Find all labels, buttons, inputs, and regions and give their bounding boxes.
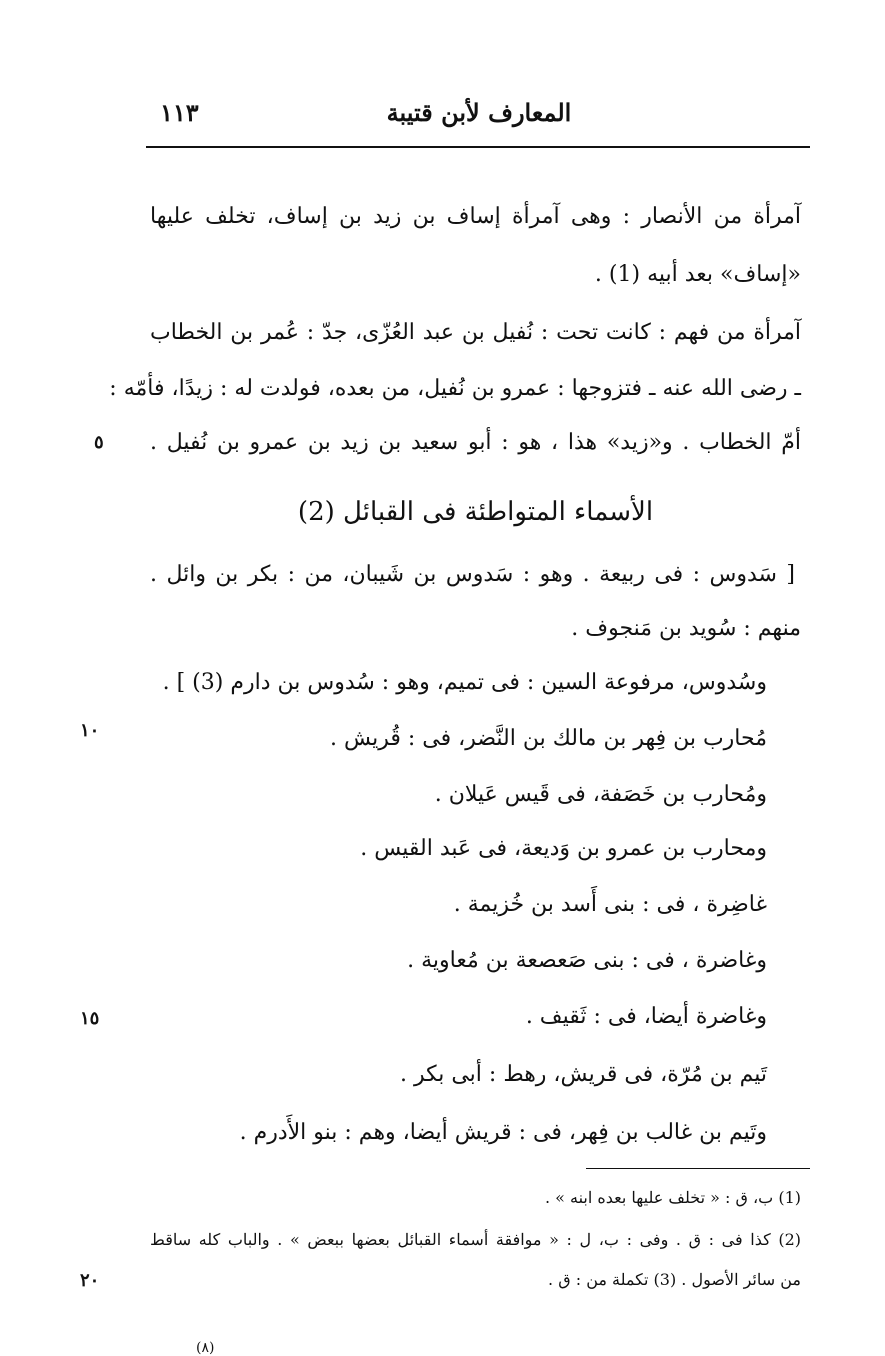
margin-line-number: ١٠ bbox=[80, 720, 100, 741]
entry-line: غاضِرة ، فى : بنى أَسد بن خُزيمة . bbox=[453, 892, 767, 917]
entry-line: منهم : سُويد بن مَنجوف . bbox=[571, 616, 801, 641]
running-header bbox=[148, 98, 810, 142]
book-title: المعارف لأبن قتيبة bbox=[386, 98, 572, 127]
entry-line: وتَيم بن غالب بن فِهر، فى : قريش أيضا، وهم : بنو الأَدرم . bbox=[239, 1120, 767, 1145]
entry-line: [ سَدوس : فى ربيعة . وهو : سَدوس بن شَيبان، من : بكر بن وائل . bbox=[150, 562, 795, 587]
footnote: (1) ب، ق : « تخلف عليها بعده ابنه » . bbox=[544, 1188, 801, 1207]
entry-line: ومحارب بن عمرو بن وَديعة، فى عَبد القيس . bbox=[360, 836, 767, 861]
header-rule bbox=[146, 146, 810, 148]
body-line: آمرأة من فهم : كانت تحت : نُفيل بن عبد العُزّى، جدّ : عُمر بن الخطاب bbox=[150, 320, 801, 345]
entry-line: ومُحارب بن خَصَفة، فى قَيس عَيلان . bbox=[434, 782, 767, 807]
signature-mark: (٨) bbox=[196, 1340, 215, 1356]
page-number: ١١٣ bbox=[160, 98, 199, 127]
entry-line: وسُدوس، مرفوعة السين : فى تميم، وهو : سُدوس بن دارم (3) ] . bbox=[162, 670, 767, 695]
margin-line-number: ١٥ bbox=[80, 1008, 100, 1029]
margin-line-number: ٢٠ bbox=[80, 1270, 100, 1291]
body-line: ـ رضى الله عنه ـ فتزوجها : عمرو بن نُفيل، من بعده، فولدت له : زيدًا، فأمّه : bbox=[109, 376, 801, 401]
body-line: آمرأة من الأنصار : وهى آمرأة إساف بن زيد بن إساف، تخلف عليها bbox=[150, 204, 801, 229]
entry-line: مُحارب بن فِهر بن مالك بن النَّضر، فى : قُريش . bbox=[330, 726, 767, 751]
entry-line: تَيم بن مُرّة، فى قريش، رهط : أبى بكر . bbox=[399, 1062, 767, 1087]
section-heading: الأسماء المتواطئة فى القبائل (2) bbox=[297, 497, 654, 527]
footnote: (2) كذا فى : ق . وفى : ب، ل : « موافقة أسماء القبائل بعضها ببعض » . والباب كله ساقط bbox=[150, 1230, 802, 1249]
body-line: أمّ الخطاب . و«زيد» هذا ، هو : أبو سعيد بن زيد بن عمرو بن نُفيل . bbox=[150, 430, 801, 455]
footnote: من سائر الأصول . (3) تكملة من : ق . bbox=[548, 1270, 801, 1289]
margin-line-number: ٥ bbox=[94, 432, 104, 453]
entry-line: وغاضرة ، فى : بنى صَعصعة بن مُعاوية . bbox=[407, 948, 767, 973]
body-line: «إساف» بعد أبيه (1) . bbox=[594, 262, 801, 287]
footnote-rule bbox=[586, 1168, 810, 1169]
entry-line: وغاضرة أيضا، فى : ثَقيف . bbox=[525, 1004, 767, 1029]
